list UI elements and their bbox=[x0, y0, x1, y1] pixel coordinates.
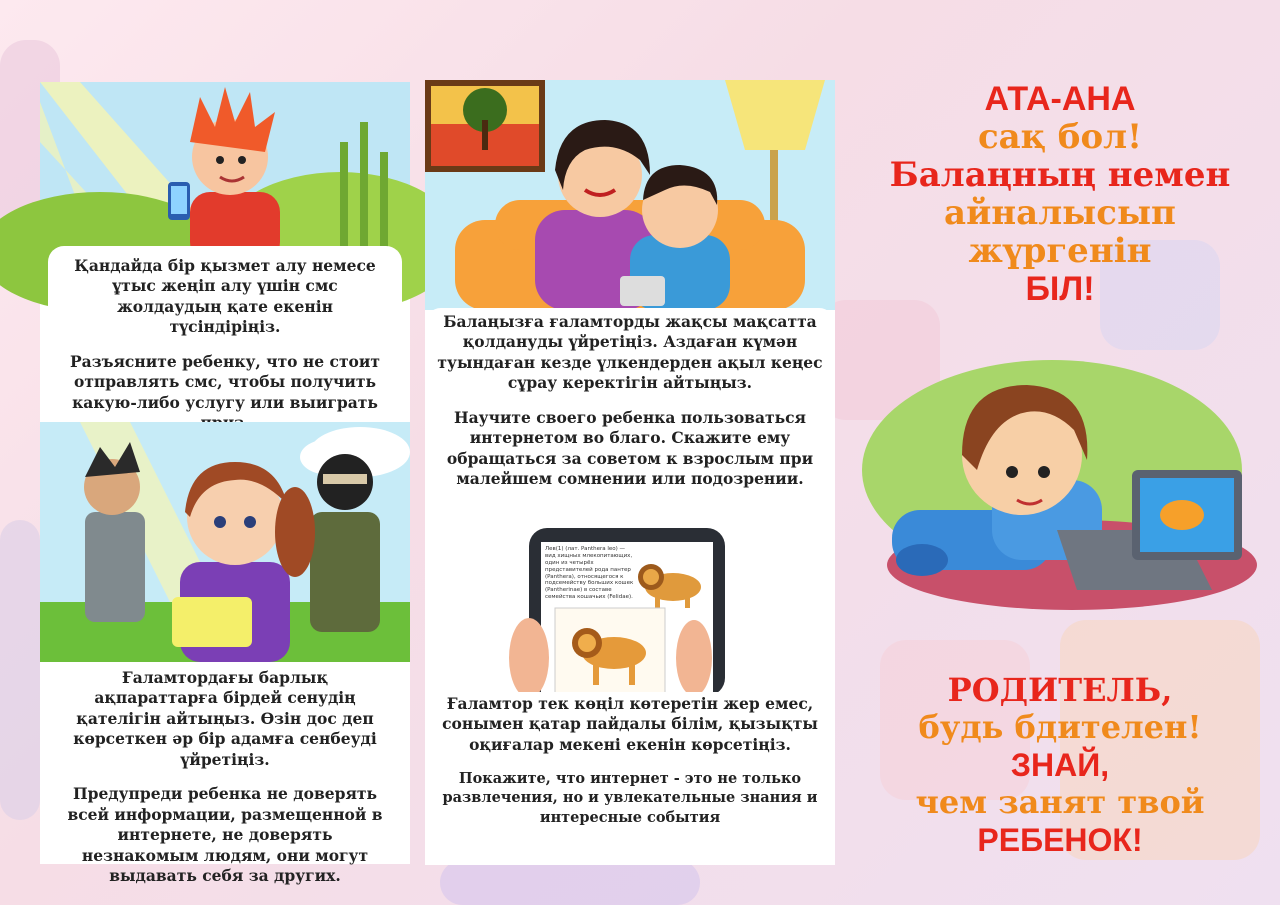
left-caption-2 bbox=[48, 662, 402, 886]
right-title-ru bbox=[850, 672, 1270, 859]
left-panel bbox=[40, 82, 410, 886]
girl-with-tablet-illustration bbox=[40, 422, 410, 662]
middle-ru-text-2: Покажите, что интернет - это не только развлечения, но и увлекательные знания и интересные события bbox=[442, 770, 818, 826]
bg-tile bbox=[440, 860, 700, 905]
mother-and-son-illustration bbox=[425, 80, 835, 310]
middle-ru-text-1: Научите своего ребенка пользоваться интернетом во благо. Скажите ему обращаться за советом к взрослым при малейшем сомнении или подозрении. bbox=[446, 407, 814, 489]
ru-line-5: РЕБЕНОК! bbox=[977, 821, 1143, 858]
middle-kk-text-2: Ғаламтор тек көңіл көтеретін жер емес, сонымен қатар пайдалы білім, қызықты оқиғалар мекені екенін көрсетіңіз. bbox=[442, 694, 818, 754]
hands-holding-lion-picture bbox=[509, 598, 709, 698]
right-title-kk bbox=[850, 80, 1270, 308]
middle-caption-2 bbox=[425, 692, 835, 864]
left-caption-1 bbox=[48, 246, 402, 416]
ru-line-2: будь бдителен! bbox=[918, 708, 1202, 747]
left-kk-text-2: Ғаламтордағы барлық ақпараттарға бірдей сенудің қателігін айтыңыз. Өзін дос деп көрсеткен әр бір адамға сенбеуді үйретіңіз. bbox=[73, 668, 377, 769]
left-ru-text-2: Предупреди ребенка не доверять всей информации, размещенной в интернете, не доверять незнакомым людям, они могут выдавать себя за других. bbox=[67, 784, 383, 886]
kk-line-4: айналысып bbox=[944, 193, 1176, 234]
middle-panel bbox=[425, 80, 835, 865]
bg-tile bbox=[0, 520, 40, 820]
ru-line-4: чем занят твой bbox=[915, 783, 1205, 822]
ru-line-3: ЗНАЙ, bbox=[1010, 746, 1110, 783]
ru-line-1: РОДИТЕЛЬ, bbox=[947, 671, 1173, 709]
middle-kk-text-1: Балаңызға ғаламторды жақсы мақсатта қолдануды үйретіңіз. Аздаған күмән туындаған кезде үлкендерден ақыл кеңес сұрау керектігін айтыңыз. bbox=[437, 312, 823, 393]
boy-with-phone-illustration bbox=[40, 82, 410, 262]
kk-line-6: БІЛ! bbox=[1025, 270, 1095, 309]
kk-line-3: Балаңның немен bbox=[889, 155, 1231, 196]
kk-line-1: АТА-АНА bbox=[984, 80, 1136, 118]
kk-line-5: жүргенін bbox=[968, 231, 1152, 272]
boy-with-laptop-illustration bbox=[852, 360, 1252, 620]
middle-caption-1 bbox=[425, 308, 835, 518]
tablet-article-text: Лев(1) (лат. Panthera leo) — вид хищных млекопитающих, один из четырёх представителей рода пантер (Panthera), относящегося к подсемейству больших кошек (Pantherinae) в составе семейства кошачьих (Felidae). bbox=[545, 546, 634, 601]
left-kk-text-1: Қандайда бір қызмет алу немесе ұтыс жеңіп алу үшін смс жолдаудың қате екенін түсіндіріңіз. bbox=[74, 256, 376, 337]
left-ru-text-1: Разъясните ребенку, что не стоит отправлять смс, чтобы получить какую-либо услугу или выиграть bbox=[70, 351, 380, 412]
kk-line-2: сақ бол! bbox=[977, 117, 1143, 158]
